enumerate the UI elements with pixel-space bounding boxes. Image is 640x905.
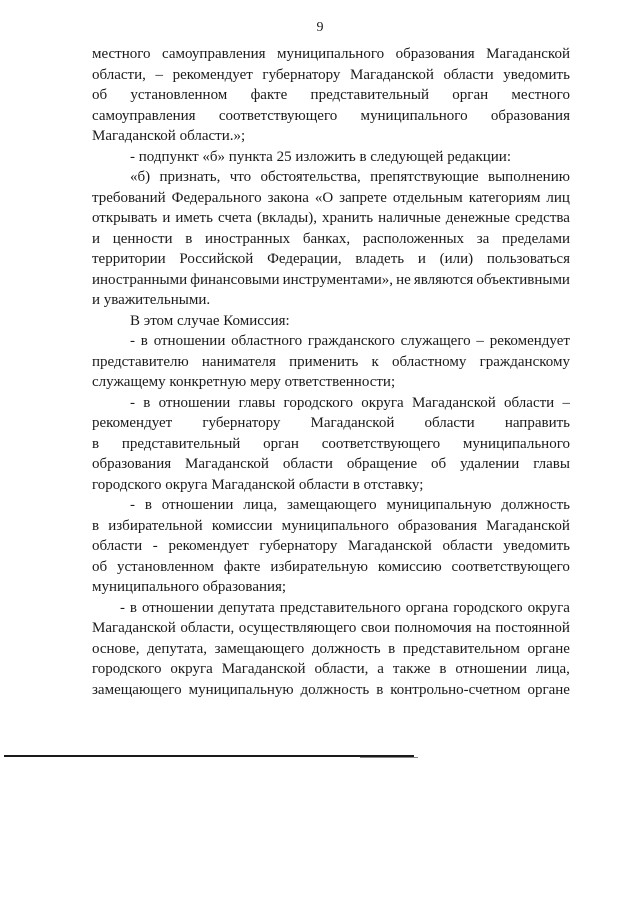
word: в [376,681,384,698]
word: области, [180,620,235,636]
word: орган [452,87,489,103]
word: гражданскому [479,353,570,370]
word: иностранными [92,271,188,288]
word: органе [527,640,570,657]
word: (вклады), [256,210,317,226]
word: территории [92,251,166,267]
text-line [92,618,570,639]
word: губернатору [259,538,338,554]
word: об [431,456,447,472]
word: уведомить [503,538,570,554]
word: также [392,661,431,677]
word: за [476,230,490,247]
word: в [143,394,151,411]
word: об [92,558,108,575]
text-line [92,270,570,291]
word: избирательной [108,517,203,534]
text-line [92,557,570,578]
word: денежные [445,210,510,226]
word: губернатору [202,415,281,431]
word: образования [490,107,570,124]
word: области [92,538,143,554]
word: округа [170,661,213,677]
text-line [92,598,570,619]
word: Магаданской [221,661,306,677]
word: самоуправления [162,46,266,62]
word: постоянной [495,620,570,636]
word: «О [314,189,334,206]
word: органа [405,599,449,616]
word: комиссии [211,517,273,534]
page-number: 9 [316,20,324,35]
word: – [476,333,484,349]
word: гражданского [307,333,395,349]
word: в [129,599,138,616]
text-line: городского округа Магаданской области в отставку; [92,476,424,493]
word: служащего [400,333,471,349]
word: банках, [302,230,351,247]
word: отдельным [392,189,463,206]
text-line [92,536,570,557]
word: должность [501,497,570,513]
word: обстоятельства, [260,169,361,185]
word: избирательную [270,558,368,575]
word: муниципальную [386,497,492,513]
text-line [92,229,570,250]
word: отношении [161,497,234,513]
word: муниципальную [188,681,294,698]
word: депутата, [147,640,208,657]
word: губернатору [262,66,341,83]
word: рекомендует [172,66,253,83]
word: муниципального [277,46,385,62]
word: городского [92,661,162,677]
word: муниципального [462,435,570,452]
footnote-separator [4,755,414,757]
text-line [92,85,570,106]
word: самоуправления [92,107,196,124]
word: городского [283,394,353,411]
word: Магаданской [486,517,570,534]
word: средства [514,210,570,226]
text-line [92,454,570,475]
word: объективными [476,271,570,288]
word: об [92,87,108,103]
text-line [92,188,570,209]
word: отношении [141,599,214,616]
word: – [155,66,163,83]
word: муниципального [360,107,468,124]
word: в [92,435,100,452]
word: области [442,538,493,554]
word: замещающего [214,640,305,657]
text-line [92,659,570,680]
word: категориям [468,189,541,206]
word: требований [92,189,166,206]
word: отношении [455,661,528,677]
word: орган [263,435,299,452]
text-line [92,413,570,434]
word: рекомендует [168,538,249,554]
word: Магаданской [310,415,395,431]
word: Магаданской [92,620,176,636]
word: выполнению [488,169,570,185]
word: «б) [130,169,151,185]
word: - [130,394,135,411]
word: факте [250,87,288,103]
word: областному [392,353,467,370]
word: владеть [355,251,405,267]
word: в [439,661,447,677]
word: замещающего [286,497,377,513]
word: иностранных [205,230,291,247]
word: в [140,333,148,349]
word: областного [231,333,303,349]
word: рекомендует [92,415,173,431]
word: инструментами», [282,271,393,288]
text-line: муниципального образования; [92,579,287,595]
word: финансовыми [190,271,280,288]
word: установленном [117,558,214,575]
word: удалении [460,456,520,472]
word: расположенных [362,230,465,247]
word: Магаданской [350,66,434,83]
word: лица, [535,661,570,677]
text-line [92,44,570,65]
word: области [424,415,475,431]
word: отношении [158,394,231,411]
word: а [377,661,384,677]
word: главы [533,456,570,472]
word: применить [289,353,359,370]
word: представителю [92,353,189,370]
word: факте [223,558,261,575]
word: ценности [112,230,173,247]
word: образования [395,46,475,62]
word: на [476,620,491,636]
text-line [92,680,570,701]
word: - [130,333,135,349]
word: должность [300,681,370,698]
word: области [504,394,555,411]
word: местного [511,87,570,103]
word: счета [217,210,252,226]
text-line [92,106,570,127]
text-line [92,393,570,414]
word: отношении [153,333,226,349]
word: соответствующего [321,435,441,452]
word: рекомендует [489,333,570,349]
word: основе, [92,640,140,657]
text-line: Магаданской области.»; [92,128,246,144]
word: комиссию [377,558,442,575]
word: местного [92,46,151,62]
word: обращение [346,456,418,472]
word: и [417,251,426,267]
word: иметь [175,210,213,226]
word: запрете [339,189,387,206]
text-line [92,434,570,455]
word: признать, [159,169,221,185]
word: и [162,210,171,226]
word: главы [238,394,276,411]
word: Магаданской [411,394,496,411]
word: в [92,517,100,534]
text-line [92,65,570,86]
word: Магаданской [486,46,570,62]
word: образования [397,517,477,534]
word: депутата [218,599,275,616]
word: Магаданской [185,456,269,472]
word: области [443,66,494,83]
word: соответствующего [218,107,338,124]
word: препятствующие [370,169,479,185]
word: Федерации, [267,251,342,267]
word: муниципального [281,517,389,534]
word: и [92,230,101,247]
word: округа [361,394,404,411]
word: - [120,599,125,616]
word: к [371,353,379,370]
word: - [130,497,135,513]
word: – [562,394,570,411]
word: в [185,230,193,247]
word: представительный [310,87,430,103]
text-line [92,167,570,188]
text-line [92,516,570,537]
word: образования [92,456,172,472]
word: пределами [502,230,570,247]
word: нанимателя [201,353,276,370]
word: представительном [402,640,520,657]
word: лиц [546,189,570,206]
word: (или) [439,251,474,267]
word: представительный [121,435,241,452]
word: соответствующего [451,558,570,575]
word: хранить [321,210,374,226]
word: лица, [243,497,278,513]
word: что [229,169,252,185]
word: должность [311,640,381,657]
text-line [92,639,570,660]
document-body [92,44,570,700]
text-line: - подпункт «б» пункта 25 изложить в следующей редакции: [130,148,511,165]
word: уведомить [503,66,570,83]
word: свои [360,620,391,636]
word: области, [314,661,369,677]
text-line [92,249,570,270]
word: области [282,456,333,472]
word: Федерального [171,189,262,206]
word: округа [527,599,570,616]
word: - [152,538,158,554]
text-line [92,352,570,373]
word: Российской [179,251,254,267]
word: являются [413,271,474,288]
footnote-separator-tail [360,757,418,758]
word: закона [267,189,309,206]
text-line [92,495,570,516]
word: городского [453,599,523,616]
word: пользоваться [486,251,570,267]
word: установленном [130,87,228,103]
word: направить [504,415,570,431]
text-line: В этом случае Комиссия: [130,312,290,329]
word: осуществляющего [238,620,357,636]
word: представительного [279,599,401,616]
text-line: служащему конкретную меру ответственности; [92,374,396,390]
word: органе [527,681,570,698]
word: Магаданской [347,538,432,554]
word: не [396,271,411,288]
word: в [144,497,152,513]
word: области, [92,66,146,83]
text-line [92,208,570,229]
word: наличные [378,210,441,226]
word: открывать [92,210,158,226]
word: контрольно-счетном [390,681,521,698]
text-line [92,331,570,352]
word: полномочия [394,620,472,636]
word: в [388,640,396,657]
word: замещающего [92,681,182,698]
text-line: и уважительными. [92,292,211,308]
